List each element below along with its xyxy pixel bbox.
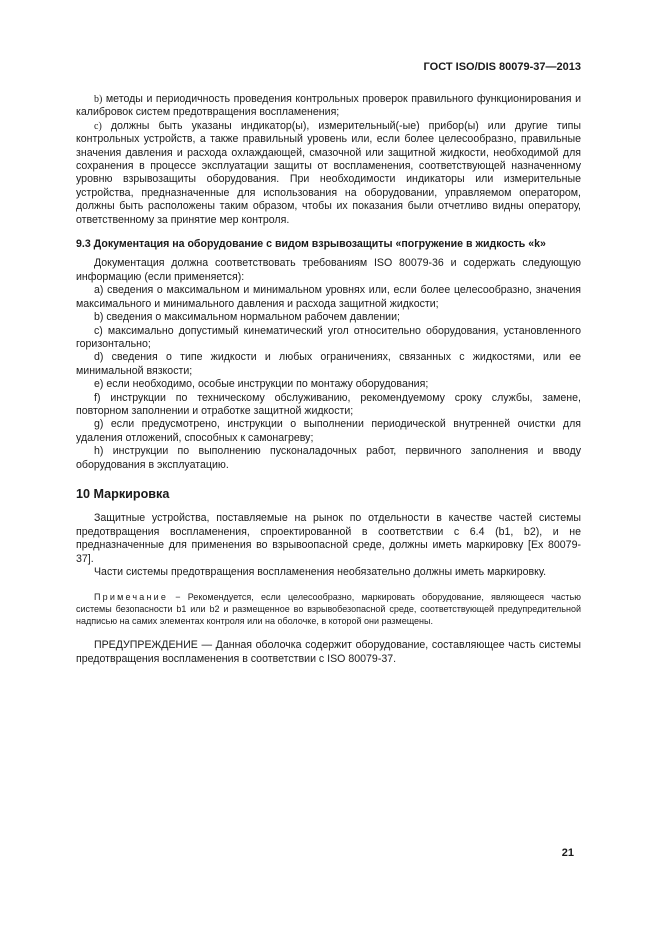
list-item: f) инструкции по техническому обслуживанию, рекомендуемому сроку службы, замене, повторном заполнении и отработке защитной жидкости; bbox=[76, 391, 581, 417]
list-item: d) сведения о типе жидкости и любых ограничениях, связанных с жидкостями, или ее минимальной вязкости; bbox=[76, 351, 581, 377]
note-text: − Рекомендуется, если целесообразно, маркировать оборудование, являющееся частью системы безопасности b1 или b2 и размещенное во взрывобезопасной среде, соответствующей предупредительной надписью на самих элементах контроля или на оболочке, в которой они размещены. bbox=[76, 592, 581, 627]
list-item: а) сведения о максимальном и минимальном уровнях или, если более целесообразно, значения максимального и минимального давления и расхода защитной жидкости; bbox=[76, 284, 581, 310]
section-9-3-heading: 9.3 Документация на оборудование с видом взрывозащиты «погружение в жидкость «k» bbox=[76, 238, 546, 251]
note-label: Примечание bbox=[94, 592, 169, 603]
document-header: ГОСТ ISO/DIS 80079-37—2013 bbox=[423, 61, 581, 73]
note bbox=[76, 591, 581, 627]
list-item: g) если предусмотрено, инструкции о выполнении периодической внутренней очистки для удаления отложений, способных к самонагреву; bbox=[76, 418, 581, 444]
list-item-c bbox=[76, 120, 581, 227]
page-number: 21 bbox=[561, 847, 574, 859]
section-10-para-1: Защитные устройства, поставляемые на рынок по отдельности в качестве частей системы предотвращения воспламенения, спроектированной в соответствии с 6.4 (b1, b2), и не предназначенные для применения во взрывоопасной среде, должны иметь маркировку [Ex 80079-37]. bbox=[76, 512, 581, 565]
list-item-b bbox=[76, 93, 581, 120]
list-item: b) сведения о максимальном нормальном рабочем давлении; bbox=[94, 311, 400, 324]
section-10-heading: 10 Маркировка bbox=[76, 486, 170, 501]
section-10-para-2: Части системы предотвращения воспламенения необязательно должны иметь маркировку. bbox=[94, 566, 547, 578]
page-content bbox=[76, 93, 581, 666]
item-marker: b) bbox=[94, 94, 103, 105]
warning-text: ПРЕДУПРЕЖДЕНИЕ — Данная оболочка содержит оборудование, составляющее часть системы предотвращения воспламенения в соответствии с ISO 80079-37. bbox=[76, 639, 581, 665]
list-item: с) максимально допустимый кинематический угол относительно оборудования, установленного горизонтально; bbox=[76, 324, 581, 350]
item-text: методы и периодичность проведения контрольных проверок правильного функционирования и калибровок систем предотвращения воспламенения; bbox=[76, 93, 581, 119]
list-item: е) если необходимо, особые инструкции по монтажу оборудования; bbox=[94, 378, 429, 391]
item-text: должны быть указаны индикатор(ы), измерительный(-ые) прибор(ы) или другие типы контрольных устройств, а также правильный уровень или, если более целесообразно, правильные значения давления и расхода охлаждающей, смазочной или защитной жидкости, необходимой для сохранения в процессе эксплуатации защиты от воспламенения, соответствующей назначенному уровню взрывозащиты оборудования. При необходимости индикаторы или измерительные устройства, предназначенные для использования на оборудовании, управляемом оператором, должны быть расположены таким образом, чтобы их показания были отчетливо видны оператору, ответственному за принятие мер контроля. bbox=[76, 119, 581, 226]
section-9-3-intro: Документация должна соответствовать требованиям ISO 80079-36 и содержать следующую информацию (если применяется): bbox=[76, 257, 581, 283]
item-marker: c) bbox=[94, 120, 102, 132]
list-item: h) инструкции по выполнению пусконаладочных работ, первичного заполнения и вводу оборудования в эксплуатацию. bbox=[76, 445, 581, 471]
